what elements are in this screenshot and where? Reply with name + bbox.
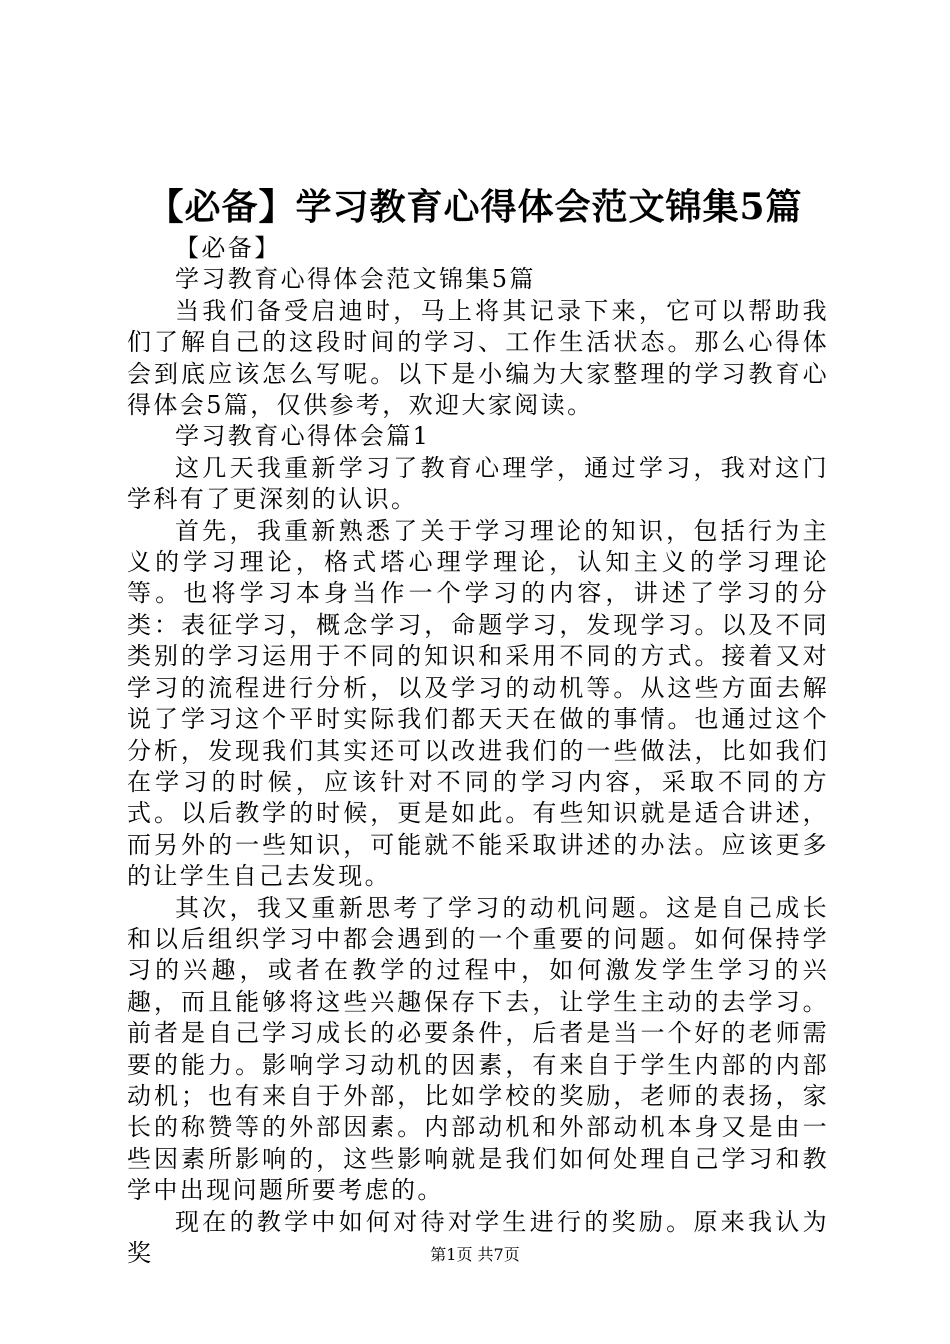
- paragraph: 首先，我重新熟悉了关于学习理论的知识，包括行为主义的学习理论，格式塔心理学理论，认知主义的学习理论等。也将学习本身当作一个学习的内容，讲述了学习的分类：表征学习，概念学习，命题学习，发现学习。以及不同类别的学习运用于不同的知识和采用不同的方式。接着又对学习的流程进行分析，以及学习的动机等。从这些方面去解说了学习这个平时实际我们都天天在做的事情。也通过这个分析，发现我们其实还可以改进我们的一些做法，比如我们在学习的时候，应该针对不同的学习内容，采取不同的方式。以后教学的时候，更是如此。有些知识就是适合讲述，而另外的一些知识，可能就不能采取讲述的办法。应该更多的让学生自己去发现。: [127, 516, 829, 891]
- paragraph: 其次，我又重新思考了学习的动机问题。这是自己成长和以后组织学习中都会遇到的一个重要的问题。如何保持学习的兴趣，或者在教学的过程中，如何激发学生学习的兴趣，而且能够将这些兴趣保存下去，让学生主动的去学习。前者是自己学习成长的必要条件，后者是当一个好的老师需要的能力。影响学习动机的因素，有来自于学生内部的内部动机；也有来自于外部，比如学校的奖励，老师的表扬，家长的称赞等的外部因素。内部动机和外部动机本身又是由一些因素所影响的，这些影响就是我们如何处理自己学习和教学中出现问题所要考虑的。: [127, 893, 829, 1205]
- paragraph: 现在的教学中如何对待对学生进行的奖励。原来我认为奖: [127, 1207, 829, 1267]
- paragraph: 这几天我重新学习了教育心理学，通过学习，我对这门学科有了更深刻的认识。: [127, 453, 829, 514]
- paragraph-intro: 当我们备受启迪时，马上将其记录下来，它可以帮助我们了解自己的这段时间的学习、工作生活状态。那么心得体会到底应该怎么写呢。以下是小编为大家整理的学习教育心得体会5篇，仅供参考，欢迎大家阅读。: [127, 296, 829, 420]
- document-title: 【必备】学习教育心得体会范文锦集5篇: [147, 186, 803, 228]
- section-heading: 学习教育心得体会篇1: [175, 422, 431, 451]
- page-number: 第1页 共7页: [430, 1245, 520, 1264]
- document-body: [127, 233, 829, 1269]
- paragraph-subtitle: 学习教育心得体会范文锦集5篇: [175, 265, 536, 294]
- page-footer: [0, 1245, 950, 1265]
- paragraph-tag: 【必备】: [175, 234, 281, 262]
